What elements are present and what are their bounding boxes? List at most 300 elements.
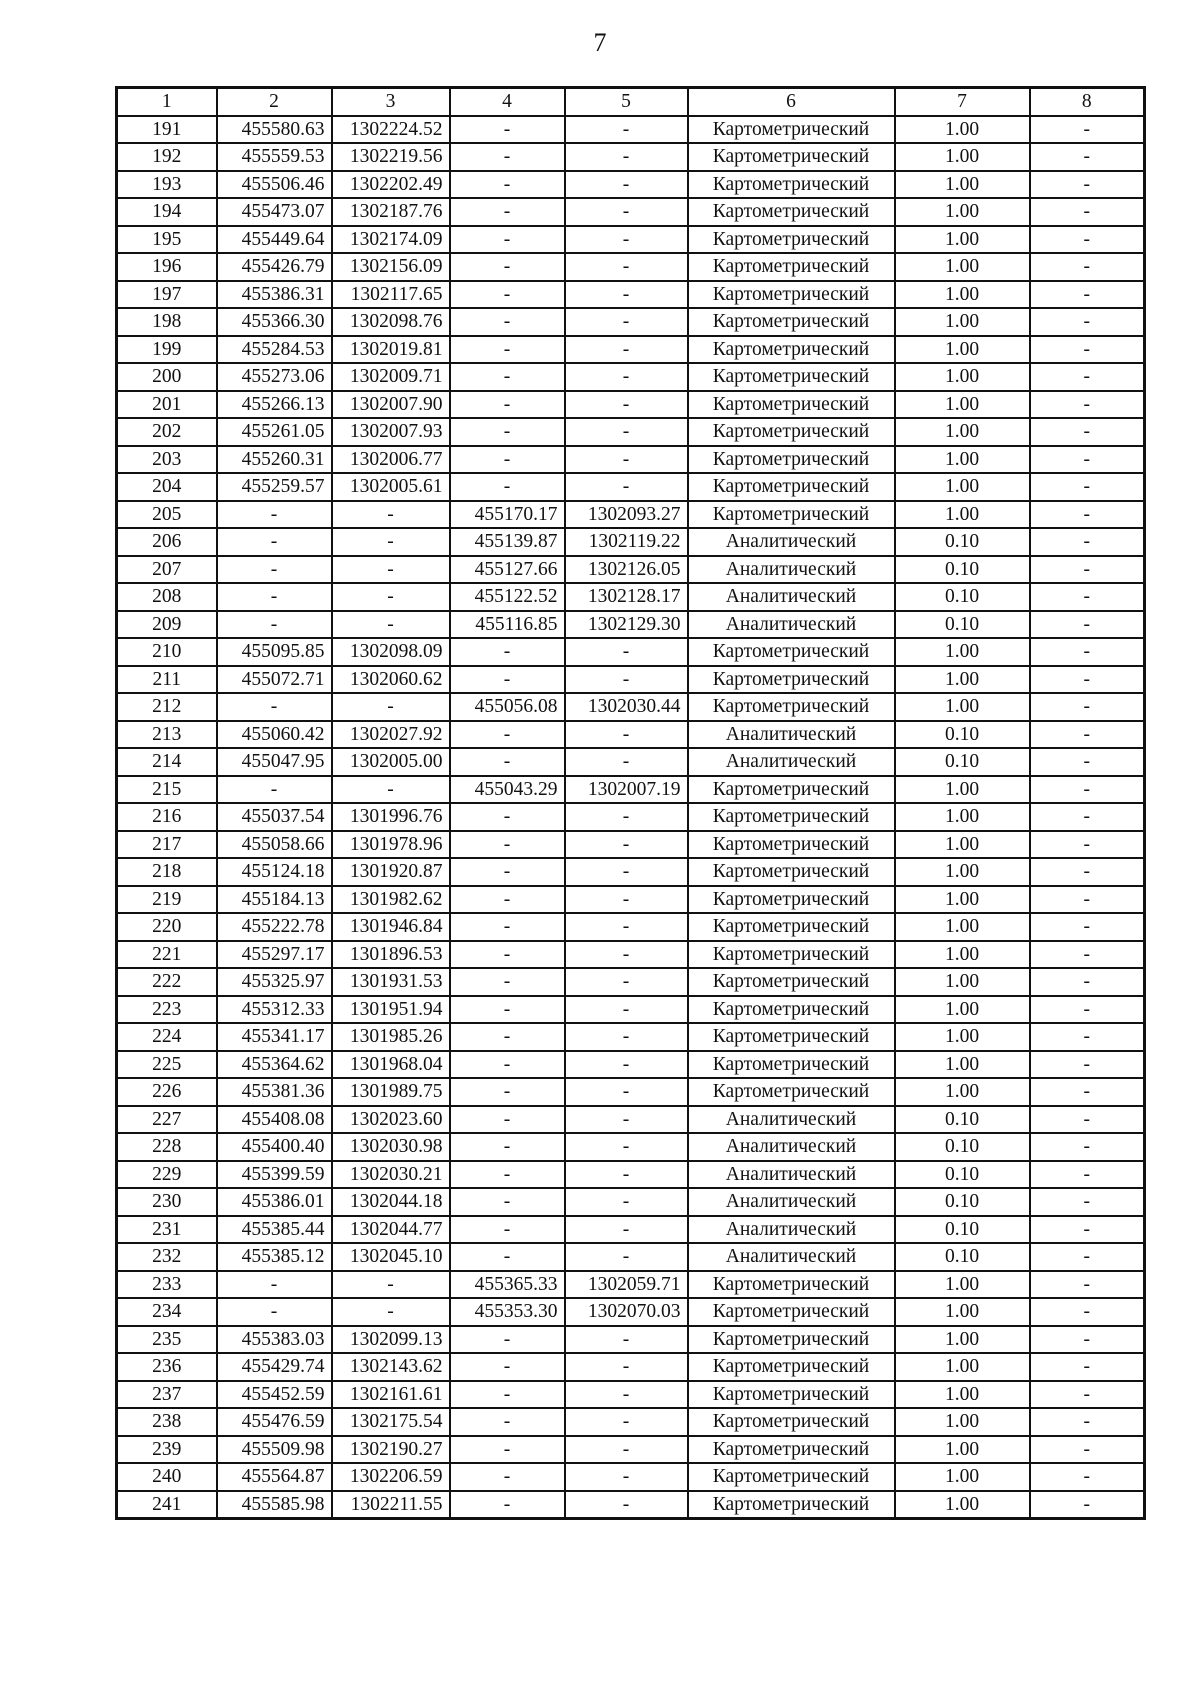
- table-row: [117, 1161, 1145, 1189]
- table-cell: -: [1030, 666, 1145, 694]
- table-row: [117, 143, 1145, 171]
- table-cell: -: [332, 501, 450, 529]
- table-cell: 218: [117, 858, 217, 886]
- table-cell: -: [1030, 968, 1145, 996]
- table-cell: 1.00: [895, 1436, 1030, 1464]
- table-cell: Картометрический: [688, 501, 895, 529]
- table-cell: 1301920.87: [332, 858, 450, 886]
- column-header-4: 4: [450, 88, 565, 116]
- table-cell: 1302045.10: [332, 1243, 450, 1271]
- table-cell: Картометрический: [688, 1078, 895, 1106]
- table-cell: 232: [117, 1243, 217, 1271]
- table-cell: 455273.06: [217, 363, 332, 391]
- table-cell: -: [565, 143, 688, 171]
- table-cell: -: [565, 1106, 688, 1134]
- table-cell: 0.10: [895, 1243, 1030, 1271]
- table-cell: -: [565, 1491, 688, 1519]
- table-cell: 1.00: [895, 1271, 1030, 1299]
- table-cell: Картометрический: [688, 996, 895, 1024]
- table-row: [117, 226, 1145, 254]
- table-row: [117, 556, 1145, 584]
- table-cell: 228: [117, 1133, 217, 1161]
- table-cell: Аналитический: [688, 611, 895, 639]
- table-cell: Картометрический: [688, 1023, 895, 1051]
- table-cell: 1.00: [895, 1408, 1030, 1436]
- table-row: [117, 116, 1145, 144]
- table-cell: 0.10: [895, 611, 1030, 639]
- table-cell: 227: [117, 1106, 217, 1134]
- table-cell: -: [450, 666, 565, 694]
- table-cell: 199: [117, 336, 217, 364]
- table-cell: 455284.53: [217, 336, 332, 364]
- table-cell: 455341.17: [217, 1023, 332, 1051]
- table-cell: 1.00: [895, 1353, 1030, 1381]
- table-cell: 0.10: [895, 748, 1030, 776]
- table-cell: -: [450, 913, 565, 941]
- table-cell: 211: [117, 666, 217, 694]
- table-cell: -: [1030, 1463, 1145, 1491]
- table-cell: Аналитический: [688, 1188, 895, 1216]
- table-cell: 1.00: [895, 198, 1030, 226]
- table-cell: -: [332, 1271, 450, 1299]
- table-cell: 1302005.00: [332, 748, 450, 776]
- table-cell: 241: [117, 1491, 217, 1519]
- table-row: [117, 336, 1145, 364]
- table-cell: -: [565, 473, 688, 501]
- table-cell: -: [450, 1051, 565, 1079]
- table-cell: 1.00: [895, 226, 1030, 254]
- table-row: [117, 253, 1145, 281]
- table-cell: Картометрический: [688, 1353, 895, 1381]
- table-cell: 1302190.27: [332, 1436, 450, 1464]
- table-cell: 0.10: [895, 1133, 1030, 1161]
- table-cell: -: [565, 748, 688, 776]
- table-cell: 1302005.61: [332, 473, 450, 501]
- table-cell: 455564.87: [217, 1463, 332, 1491]
- table-cell: 455506.46: [217, 171, 332, 199]
- table-cell: Картометрический: [688, 886, 895, 914]
- table-cell: 1301968.04: [332, 1051, 450, 1079]
- table-cell: 1302098.09: [332, 638, 450, 666]
- table-cell: 1302126.05: [565, 556, 688, 584]
- table-cell: -: [1030, 253, 1145, 281]
- table-cell: 1.00: [895, 363, 1030, 391]
- table-cell: Картометрический: [688, 968, 895, 996]
- table-cell: -: [217, 556, 332, 584]
- table-cell: -: [450, 858, 565, 886]
- table-cell: 223: [117, 996, 217, 1024]
- table-cell: -: [565, 1381, 688, 1409]
- table-cell: -: [565, 1326, 688, 1354]
- table-cell: -: [565, 1188, 688, 1216]
- table-cell: 1302143.62: [332, 1353, 450, 1381]
- page-number: 7: [593, 28, 607, 57]
- table-cell: 1302007.93: [332, 418, 450, 446]
- table-cell: -: [565, 996, 688, 1024]
- table-cell: -: [1030, 913, 1145, 941]
- table-cell: Картометрический: [688, 1051, 895, 1079]
- table-cell: Картометрический: [688, 1436, 895, 1464]
- table-cell: -: [450, 171, 565, 199]
- table-cell: -: [450, 418, 565, 446]
- table-cell: 455139.87: [450, 528, 565, 556]
- table-cell: -: [565, 446, 688, 474]
- table-cell: Картометрический: [688, 858, 895, 886]
- table-cell: 455060.42: [217, 721, 332, 749]
- table-cell: -: [565, 1436, 688, 1464]
- table-cell: -: [217, 583, 332, 611]
- table-body: [117, 116, 1145, 1519]
- table-cell: 455452.59: [217, 1381, 332, 1409]
- table-cell: Картометрический: [688, 226, 895, 254]
- table-cell: 1.00: [895, 968, 1030, 996]
- table-cell: 1.00: [895, 996, 1030, 1024]
- table-cell: Картометрический: [688, 171, 895, 199]
- table-cell: -: [565, 886, 688, 914]
- table-cell: -: [1030, 1023, 1145, 1051]
- table-cell: Аналитический: [688, 721, 895, 749]
- table-cell: 1301946.84: [332, 913, 450, 941]
- table-cell: 200: [117, 363, 217, 391]
- table-cell: 455170.17: [450, 501, 565, 529]
- table-cell: -: [1030, 1106, 1145, 1134]
- table-cell: -: [1030, 831, 1145, 859]
- table-row: [117, 913, 1145, 941]
- table-cell: 455058.66: [217, 831, 332, 859]
- table-row: [117, 748, 1145, 776]
- table-cell: 231: [117, 1216, 217, 1244]
- table-header: [117, 88, 1145, 116]
- table-cell: -: [450, 1326, 565, 1354]
- column-header-7: 7: [895, 88, 1030, 116]
- table-cell: 1301931.53: [332, 968, 450, 996]
- table-cell: 229: [117, 1161, 217, 1189]
- table-cell: -: [450, 1188, 565, 1216]
- table-cell: 1.00: [895, 1298, 1030, 1326]
- table-cell: 197: [117, 281, 217, 309]
- table-cell: 198: [117, 308, 217, 336]
- table-cell: -: [450, 1023, 565, 1051]
- table-row: [117, 391, 1145, 419]
- table-cell: 455222.78: [217, 913, 332, 941]
- table-cell: 1.00: [895, 1463, 1030, 1491]
- column-header-8: 8: [1030, 88, 1145, 116]
- table-cell: Картометрический: [688, 666, 895, 694]
- table-cell: 196: [117, 253, 217, 281]
- table-cell: 1.00: [895, 941, 1030, 969]
- table-cell: 1.00: [895, 1023, 1030, 1051]
- table-cell: -: [1030, 501, 1145, 529]
- table-cell: -: [217, 693, 332, 721]
- column-header-5: 5: [565, 88, 688, 116]
- table-cell: 455385.12: [217, 1243, 332, 1271]
- table-cell: -: [1030, 748, 1145, 776]
- table-cell: 455037.54: [217, 803, 332, 831]
- table-cell: 455381.36: [217, 1078, 332, 1106]
- table-cell: 455312.33: [217, 996, 332, 1024]
- table-cell: 1.00: [895, 913, 1030, 941]
- table-cell: 0.10: [895, 556, 1030, 584]
- table-cell: 1.00: [895, 831, 1030, 859]
- table-cell: -: [332, 556, 450, 584]
- table-cell: -: [450, 1216, 565, 1244]
- table-cell: Картометрический: [688, 391, 895, 419]
- table-cell: Аналитический: [688, 1216, 895, 1244]
- table-cell: 1302044.18: [332, 1188, 450, 1216]
- coordinates-table: [115, 86, 1146, 1520]
- table-cell: -: [1030, 996, 1145, 1024]
- table-cell: 455400.40: [217, 1133, 332, 1161]
- table-cell: -: [450, 748, 565, 776]
- header-row: [117, 88, 1145, 116]
- table-cell: -: [1030, 1353, 1145, 1381]
- table-cell: 1.00: [895, 446, 1030, 474]
- table-cell: Картометрический: [688, 281, 895, 309]
- table-cell: -: [565, 1408, 688, 1436]
- table-cell: Картометрический: [688, 776, 895, 804]
- table-cell: 1301896.53: [332, 941, 450, 969]
- table-cell: -: [1030, 1161, 1145, 1189]
- table-cell: -: [450, 363, 565, 391]
- table-cell: -: [1030, 391, 1145, 419]
- table-cell: 1302007.90: [332, 391, 450, 419]
- table-cell: -: [217, 528, 332, 556]
- table-cell: -: [1030, 281, 1145, 309]
- table-cell: 0.10: [895, 1161, 1030, 1189]
- table-cell: -: [565, 803, 688, 831]
- table-cell: -: [217, 1298, 332, 1326]
- table-cell: 225: [117, 1051, 217, 1079]
- table-cell: 1301996.76: [332, 803, 450, 831]
- table-cell: -: [565, 1243, 688, 1271]
- table-cell: -: [1030, 1491, 1145, 1519]
- table-cell: -: [1030, 1216, 1145, 1244]
- table-cell: 217: [117, 831, 217, 859]
- table-cell: Картометрический: [688, 308, 895, 336]
- table-cell: 455122.52: [450, 583, 565, 611]
- table-cell: 455383.03: [217, 1326, 332, 1354]
- table-cell: -: [1030, 1381, 1145, 1409]
- table-cell: -: [1030, 1243, 1145, 1271]
- table-cell: -: [450, 281, 565, 309]
- table-cell: 1302161.61: [332, 1381, 450, 1409]
- table-cell: 203: [117, 446, 217, 474]
- table-cell: 235: [117, 1326, 217, 1354]
- table-row: [117, 1133, 1145, 1161]
- table-row: [117, 1243, 1145, 1271]
- table-cell: 455476.59: [217, 1408, 332, 1436]
- table-cell: -: [1030, 308, 1145, 336]
- table-cell: 1302174.09: [332, 226, 450, 254]
- table-cell: 224: [117, 1023, 217, 1051]
- table-cell: 1302219.56: [332, 143, 450, 171]
- table-cell: Картометрический: [688, 913, 895, 941]
- table-cell: 1302027.92: [332, 721, 450, 749]
- table-cell: 1302129.30: [565, 611, 688, 639]
- table-cell: Картометрический: [688, 446, 895, 474]
- table-cell: 1.00: [895, 1326, 1030, 1354]
- table-cell: -: [217, 501, 332, 529]
- table-row: [117, 281, 1145, 309]
- table-cell: -: [450, 1353, 565, 1381]
- table-cell: Картометрический: [688, 1326, 895, 1354]
- table-cell: 221: [117, 941, 217, 969]
- table-row: [117, 1436, 1145, 1464]
- table-row: [117, 171, 1145, 199]
- table-cell: -: [1030, 1078, 1145, 1106]
- table-cell: -: [1030, 418, 1145, 446]
- table-cell: 455580.63: [217, 116, 332, 144]
- table-cell: 1302030.44: [565, 693, 688, 721]
- table-row: [117, 1408, 1145, 1436]
- table-cell: 1.00: [895, 143, 1030, 171]
- table-cell: 1301978.96: [332, 831, 450, 859]
- table-cell: 1302187.76: [332, 198, 450, 226]
- table-row: [117, 776, 1145, 804]
- table-cell: 455297.17: [217, 941, 332, 969]
- table-cell: -: [450, 831, 565, 859]
- table-cell: 0.10: [895, 1188, 1030, 1216]
- table-cell: 215: [117, 776, 217, 804]
- table-cell: Картометрический: [688, 418, 895, 446]
- table-row: [117, 1326, 1145, 1354]
- table-cell: 455047.95: [217, 748, 332, 776]
- table-cell: Аналитический: [688, 1133, 895, 1161]
- table-cell: Аналитический: [688, 1243, 895, 1271]
- table-cell: 1302093.27: [565, 501, 688, 529]
- table-cell: -: [1030, 776, 1145, 804]
- table-cell: 1.00: [895, 336, 1030, 364]
- table-cell: -: [1030, 941, 1145, 969]
- table-cell: 1.00: [895, 1491, 1030, 1519]
- table-cell: -: [565, 968, 688, 996]
- table-cell: Картометрический: [688, 1463, 895, 1491]
- table-cell: 194: [117, 198, 217, 226]
- table-cell: 205: [117, 501, 217, 529]
- table-row: [117, 308, 1145, 336]
- table-cell: Картометрический: [688, 198, 895, 226]
- table-cell: -: [450, 336, 565, 364]
- table-cell: 1301951.94: [332, 996, 450, 1024]
- table-cell: -: [565, 198, 688, 226]
- column-header-2: 2: [217, 88, 332, 116]
- table-cell: -: [450, 1243, 565, 1271]
- table-cell: -: [450, 116, 565, 144]
- table-cell: 455266.13: [217, 391, 332, 419]
- table-cell: 230: [117, 1188, 217, 1216]
- table-cell: 455259.57: [217, 473, 332, 501]
- table-cell: -: [1030, 858, 1145, 886]
- table-cell: -: [450, 1436, 565, 1464]
- table-cell: -: [332, 528, 450, 556]
- table-cell: 1302007.19: [565, 776, 688, 804]
- table-cell: 455386.31: [217, 281, 332, 309]
- table-cell: -: [217, 776, 332, 804]
- table-cell: Аналитический: [688, 528, 895, 556]
- table-row: [117, 1188, 1145, 1216]
- table-cell: 1302060.62: [332, 666, 450, 694]
- table-cell: -: [565, 1133, 688, 1161]
- table-cell: 1.00: [895, 281, 1030, 309]
- table-row: [117, 721, 1145, 749]
- table-cell: -: [450, 1463, 565, 1491]
- table-cell: -: [332, 693, 450, 721]
- table-cell: Картометрический: [688, 363, 895, 391]
- table-row: [117, 968, 1145, 996]
- table-cell: 1302006.77: [332, 446, 450, 474]
- table-cell: -: [450, 941, 565, 969]
- table-cell: 0.10: [895, 1216, 1030, 1244]
- table-cell: Картометрический: [688, 336, 895, 364]
- table-row: [117, 1381, 1145, 1409]
- table-cell: 1302128.17: [565, 583, 688, 611]
- table-cell: -: [1030, 721, 1145, 749]
- column-header-3: 3: [332, 88, 450, 116]
- table-cell: -: [565, 171, 688, 199]
- table-cell: -: [1030, 528, 1145, 556]
- table-row: [117, 666, 1145, 694]
- table-cell: -: [565, 391, 688, 419]
- table-cell: 455385.44: [217, 1216, 332, 1244]
- table-cell: -: [450, 803, 565, 831]
- table-cell: -: [565, 666, 688, 694]
- table-cell: -: [565, 721, 688, 749]
- table-cell: 236: [117, 1353, 217, 1381]
- table-cell: 455353.30: [450, 1298, 565, 1326]
- table-cell: -: [1030, 886, 1145, 914]
- table-cell: -: [565, 253, 688, 281]
- table-row: [117, 1023, 1145, 1051]
- table-cell: 455127.66: [450, 556, 565, 584]
- table-cell: Аналитический: [688, 1106, 895, 1134]
- table-cell: Аналитический: [688, 583, 895, 611]
- table-row: [117, 638, 1145, 666]
- table-cell: 1302009.71: [332, 363, 450, 391]
- table-cell: -: [332, 1298, 450, 1326]
- table-cell: -: [1030, 638, 1145, 666]
- table-row: [117, 858, 1145, 886]
- table-cell: -: [565, 1078, 688, 1106]
- table-cell: 1.00: [895, 693, 1030, 721]
- table-cell: 1302023.60: [332, 1106, 450, 1134]
- table-row: [117, 446, 1145, 474]
- table-cell: 1302117.65: [332, 281, 450, 309]
- table-cell: 0.10: [895, 583, 1030, 611]
- table-cell: 1302019.81: [332, 336, 450, 364]
- table-cell: Картометрический: [688, 638, 895, 666]
- table-row: [117, 473, 1145, 501]
- table-cell: 191: [117, 116, 217, 144]
- table-cell: 1.00: [895, 473, 1030, 501]
- table-cell: -: [1030, 1133, 1145, 1161]
- table-cell: 1302175.54: [332, 1408, 450, 1436]
- table-cell: 0.10: [895, 1106, 1030, 1134]
- table-cell: 193: [117, 171, 217, 199]
- table-cell: 455261.05: [217, 418, 332, 446]
- table-cell: 455408.08: [217, 1106, 332, 1134]
- table-row: [117, 1298, 1145, 1326]
- table-cell: -: [565, 1353, 688, 1381]
- table-cell: 234: [117, 1298, 217, 1326]
- table-cell: Картометрический: [688, 1381, 895, 1409]
- table-cell: 1.00: [895, 803, 1030, 831]
- table-cell: Аналитический: [688, 748, 895, 776]
- table-cell: -: [332, 583, 450, 611]
- table-cell: 455364.62: [217, 1051, 332, 1079]
- table-cell: 1.00: [895, 886, 1030, 914]
- table-cell: 1.00: [895, 253, 1030, 281]
- table-cell: -: [1030, 336, 1145, 364]
